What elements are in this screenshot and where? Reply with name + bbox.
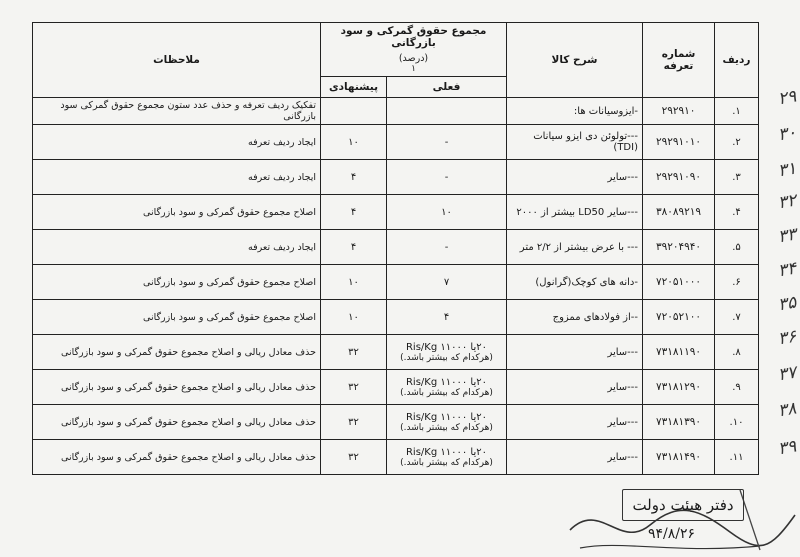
table-row xyxy=(33,300,759,335)
row-number-cell: ۸. xyxy=(715,335,759,370)
tariff-code-cell: ۷۳۱۸۱۴۹۰ xyxy=(643,440,715,475)
tariff-code-cell: ۳۹۲۰۴۹۴۰ xyxy=(643,230,715,265)
notes-cell: حذف معادل ریالی و اصلاح مجموع حقوق گمرکی و سود بازرگانی xyxy=(33,405,321,440)
table-row xyxy=(33,265,759,300)
current-duty-cell xyxy=(387,335,507,370)
header-tariff-no: شماره تعرفه xyxy=(643,23,715,98)
row-number-cell: ۱. xyxy=(715,98,759,125)
current-duty-note: (هرکدام که بیشتر باشد.) xyxy=(400,352,493,363)
row-number-cell: ۱۱. xyxy=(715,440,759,475)
header-notes: ملاحظات xyxy=(33,23,321,98)
current-duty-cell xyxy=(387,405,507,440)
proposed-duty-cell: ۴ xyxy=(321,195,387,230)
tariff-code-cell: ۷۳۱۸۱۱۹۰ xyxy=(643,335,715,370)
header-description: شرح کالا xyxy=(507,23,643,98)
current-duty-note: (هرکدام که بیشتر باشد.) xyxy=(400,387,493,398)
row-number-cell: ۷. xyxy=(715,300,759,335)
proposed-duty-cell: ۱۰ xyxy=(321,125,387,160)
header-duty-unit: (درصد) xyxy=(398,53,429,64)
current-duty-cell xyxy=(387,125,507,160)
table-row xyxy=(33,125,759,160)
table-row xyxy=(33,335,759,370)
current-duty-cell xyxy=(387,440,507,475)
current-duty-cell xyxy=(387,370,507,405)
signature-date: ۹۴/۸/۲۶ xyxy=(648,526,696,542)
current-duty-value: ۲۰یا ۱۱۰۰۰ Ris/Kg xyxy=(405,411,488,423)
header-duty-title: مجموع حقوق گمرکی و سود بازرگانی xyxy=(340,25,487,49)
tariff-code-cell: ۷۳۱۸۱۳۹۰ xyxy=(643,405,715,440)
margin-number: ۳۴ xyxy=(776,258,798,282)
notes-cell: ایجاد ردیف تعرفه xyxy=(33,160,321,195)
description-cell: ---سایر xyxy=(507,440,643,475)
current-duty-note: (هرکدام که بیشتر باشد.) xyxy=(400,422,493,433)
tariff-code-cell: ۷۲۰۵۲۱۰۰ xyxy=(643,300,715,335)
description-cell: -دانه های کوچک(گرانول) xyxy=(507,265,643,300)
notes-cell: اصلاح مجموع حقوق گمرکی و سود بازرگانی xyxy=(33,300,321,335)
current-duty-cell xyxy=(387,160,507,195)
table-row xyxy=(33,98,759,125)
row-number-cell: ۳. xyxy=(715,160,759,195)
notes-cell: تفکیک ردیف تعرفه و حذف عدد ستون مجموع حقوق گمرکی سود بازرگانی xyxy=(33,98,321,125)
current-duty-value: ۷ xyxy=(443,276,450,288)
margin-handwritten-numbers xyxy=(768,80,800,480)
header-current: فعلی xyxy=(387,77,507,98)
notes-cell: اصلاح مجموع حقوق گمرکی و سود بازرگانی xyxy=(33,265,321,300)
row-number-cell: ۹. xyxy=(715,370,759,405)
proposed-duty-cell: ۳۲ xyxy=(321,440,387,475)
margin-number: ۳۷ xyxy=(776,362,798,386)
current-duty-cell xyxy=(387,195,507,230)
row-number-cell: ۴. xyxy=(715,195,759,230)
notes-cell: حذف معادل ریالی و اصلاح مجموع حقوق گمرکی و سود بازرگانی xyxy=(33,335,321,370)
proposed-duty-cell: ۱۰ xyxy=(321,300,387,335)
margin-number: ۲۹ xyxy=(776,86,798,110)
current-duty-value: ۱۰ xyxy=(441,206,452,218)
tariff-code-cell: ۳۸۰۸۹۲۱۹ xyxy=(643,195,715,230)
description-cell: ---سایر xyxy=(507,335,643,370)
proposed-duty-cell: ۳۲ xyxy=(321,335,387,370)
proposed-duty-cell: ۴ xyxy=(321,160,387,195)
current-duty-value: ۲۰یا ۱۱۰۰۰ Ris/Kg xyxy=(405,376,488,388)
tariff-code-cell: ۲۹۲۹۱۰ xyxy=(643,98,715,125)
row-number-cell: ۲. xyxy=(715,125,759,160)
notes-cell: ایجاد ردیف تعرفه xyxy=(33,125,321,160)
header-duty-mark: ۱ xyxy=(411,64,416,74)
tariff-code-cell: ۲۹۲۹۱۰۹۰ xyxy=(643,160,715,195)
table-body xyxy=(33,98,759,475)
header-duty-group xyxy=(321,23,507,77)
current-duty-value: - xyxy=(444,136,449,148)
row-number-cell: ۵. xyxy=(715,230,759,265)
margin-number: ۳۶ xyxy=(776,326,798,350)
tariff-code-cell: ۷۲۰۵۱۰۰۰ xyxy=(643,265,715,300)
row-number-cell: ۱۰. xyxy=(715,405,759,440)
notes-cell: ایجاد ردیف تعرفه xyxy=(33,230,321,265)
current-duty-cell xyxy=(387,265,507,300)
current-duty-cell xyxy=(387,300,507,335)
header-proposed: پیشنهادی xyxy=(321,77,387,98)
margin-number: ۳۸ xyxy=(776,398,798,422)
proposed-duty-cell: ۱۰ xyxy=(321,265,387,300)
description-cell: --- با عرض بیشتر از ۲/۲ متر xyxy=(507,230,643,265)
current-duty-value: ۲۰یا ۱۱۰۰۰ Ris/Kg xyxy=(405,341,488,353)
notes-cell: اصلاح مجموع حقوق گمرکی و سود بازرگانی xyxy=(33,195,321,230)
current-duty-cell xyxy=(387,98,507,125)
notes-cell: حذف معادل ریالی و اصلاح مجموع حقوق گمرکی و سود بازرگانی xyxy=(33,440,321,475)
notes-cell: حذف معادل ریالی و اصلاح مجموع حقوق گمرکی و سود بازرگانی xyxy=(33,370,321,405)
current-duty-value: - xyxy=(444,171,449,183)
table-row xyxy=(33,405,759,440)
margin-number: ۳۵ xyxy=(776,292,798,316)
tariff-table xyxy=(32,22,759,475)
tariff-code-cell: ۷۳۱۸۱۲۹۰ xyxy=(643,370,715,405)
proposed-duty-cell xyxy=(321,98,387,125)
margin-number: ۳۳ xyxy=(776,224,798,248)
description-cell: ---سایر xyxy=(507,405,643,440)
table-row xyxy=(33,370,759,405)
proposed-duty-cell: ۴ xyxy=(321,230,387,265)
description-cell: --از فولادهای ممزوج xyxy=(507,300,643,335)
description-cell: ---تولوئن دی ایزو سیانات (TDI) xyxy=(507,125,643,160)
current-duty-value: - xyxy=(444,241,449,253)
current-duty-value: ۴ xyxy=(443,311,450,323)
header-row-no: ردیف xyxy=(715,23,759,98)
description-cell: ---سایر xyxy=(507,160,643,195)
description-cell: -ایزوسیانات ها: xyxy=(507,98,643,125)
current-duty-cell xyxy=(387,230,507,265)
office-stamp: دفتر هیئت دولت xyxy=(622,489,744,521)
row-number-cell: ۶. xyxy=(715,265,759,300)
proposed-duty-cell: ۳۲ xyxy=(321,370,387,405)
margin-number: ۳۱ xyxy=(776,158,798,182)
current-duty-note: (هرکدام که بیشتر باشد.) xyxy=(400,457,493,468)
margin-number: ۳۹ xyxy=(776,436,798,460)
proposed-duty-cell: ۳۲ xyxy=(321,405,387,440)
description-cell: ---سایر xyxy=(507,370,643,405)
header-row xyxy=(33,23,759,77)
tariff-code-cell: ۲۹۲۹۱۰۱۰ xyxy=(643,125,715,160)
table-row xyxy=(33,160,759,195)
margin-number: ۳۰ xyxy=(776,122,798,146)
description-cell: ---سایر LD50 بیشتر از ۲۰۰۰ xyxy=(507,195,643,230)
table-row xyxy=(33,195,759,230)
table-row xyxy=(33,230,759,265)
margin-number: ۳۲ xyxy=(776,190,798,214)
current-duty-value: ۲۰یا ۱۱۰۰۰ Ris/Kg xyxy=(405,446,488,458)
